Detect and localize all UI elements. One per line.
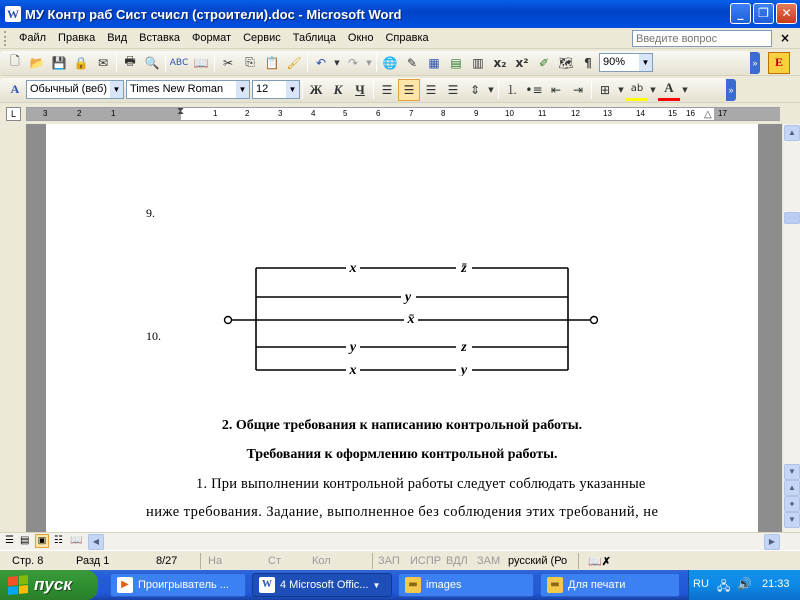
item-number-9: 9. (146, 206, 155, 220)
ruler-label: 3 (278, 109, 283, 118)
bold-button[interactable]: Ж (309, 81, 323, 97)
paragraph-line: 1. При выполнении контрольной работы следует соблюдать указанные (196, 476, 646, 492)
email-icon[interactable]: ✉ (97, 55, 109, 70)
menu-file[interactable]: Файл (19, 32, 47, 44)
subscript-icon[interactable]: x₂ (493, 55, 507, 70)
ruler-label: 10 (505, 109, 514, 118)
windows-logo-icon (8, 575, 28, 595)
media-player-icon: ▶ (117, 577, 133, 593)
print-layout-icon[interactable]: ▣ (35, 534, 49, 548)
contact-label: x (349, 363, 357, 376)
taskbar-item-word[interactable] (252, 573, 392, 597)
contact-label: x̄ (407, 312, 415, 327)
web-layout-icon[interactable]: ▤ (20, 535, 30, 546)
research-pane-icon[interactable]: E (768, 52, 790, 74)
menu-insert[interactable]: Вставка (139, 32, 181, 44)
status-position: На (208, 555, 223, 567)
network-icon[interactable]: 🖧 (717, 579, 731, 593)
contact-label: z̄ (461, 261, 467, 276)
save-icon[interactable]: 💾 (51, 55, 67, 70)
highlight-dropdown-icon[interactable]: ▼ (650, 85, 656, 94)
redo-icon[interactable]: ↷ (347, 55, 359, 70)
horizontal-ruler[interactable] (26, 107, 780, 121)
tables-borders-icon[interactable]: ✎ (406, 55, 418, 70)
underline-button[interactable]: Ч (355, 81, 365, 97)
standard-toolbar (0, 50, 800, 76)
ruler-label: 12 (571, 109, 580, 118)
status-rec[interactable]: ЗАП (378, 555, 400, 567)
undo-dropdown-icon[interactable]: ▼ (334, 58, 340, 67)
ruler-label: 1 (213, 109, 218, 118)
document-area (26, 124, 782, 532)
ruler-label: 7 (409, 109, 414, 118)
status-language: русский (Ро (508, 555, 568, 567)
status-line: Ст (268, 555, 281, 567)
status-overtype[interactable]: ЗАМ (477, 555, 501, 567)
outline-view-icon[interactable]: ☷ (54, 535, 63, 546)
task-label: 4 Microsoft Offic... (280, 579, 369, 591)
borders-icon[interactable]: ⊞ (599, 82, 611, 97)
align-right-icon[interactable]: ☰ (425, 82, 437, 97)
separator (376, 54, 377, 72)
font-color-dropdown-icon[interactable]: ▼ (682, 85, 688, 94)
taskbar (0, 570, 800, 600)
align-left-icon[interactable]: ☰ (381, 82, 393, 97)
italic-button[interactable]: К (333, 81, 343, 97)
scroll-right-icon[interactable]: ▶ (764, 534, 780, 550)
show-hide-icon[interactable]: ¶ (584, 55, 592, 70)
decrease-indent-icon[interactable]: ⇤ (550, 82, 562, 97)
contact-label: z (461, 340, 467, 355)
ruler-bar (0, 104, 800, 124)
contact-label: y (349, 340, 357, 355)
font-color-icon[interactable]: А (658, 79, 680, 101)
borders-dropdown-icon[interactable]: ▼ (618, 85, 624, 94)
item-number-10: 10. (146, 329, 161, 343)
ruler-label: 8 (441, 109, 446, 118)
start-button[interactable] (0, 570, 98, 600)
previous-page-icon[interactable]: ▲ (784, 480, 800, 496)
paragraph-line: ниже требования. Задание, выполненное без соблюдения этих требований, не (146, 504, 659, 520)
separator (214, 54, 215, 72)
status-bar (0, 550, 800, 570)
contact-label: y (404, 290, 412, 305)
research-icon[interactable]: 📖 (193, 55, 209, 70)
vertical-scrollbar[interactable] (782, 124, 800, 532)
language-indicator[interactable]: RU (693, 578, 709, 590)
separator (591, 81, 592, 99)
task-label: images (426, 579, 462, 591)
contact-label: x (349, 261, 357, 276)
status-page-count: 8/27 (156, 555, 178, 567)
separator (373, 81, 374, 99)
volume-icon[interactable]: 🔊 (737, 577, 752, 591)
separator (302, 81, 303, 99)
menu-format[interactable]: Формат (192, 32, 232, 44)
status-extend[interactable]: ВДЛ (446, 555, 468, 567)
format-painter-icon[interactable]: 🖌 (286, 55, 302, 70)
restore-button[interactable]: ❐ (753, 3, 774, 24)
horizontal-scrollbar[interactable] (0, 532, 800, 550)
increase-indent-icon[interactable]: ⇥ (572, 82, 584, 97)
bullets-icon[interactable]: •≡ (525, 82, 543, 97)
separator (578, 553, 579, 569)
taskbar-item-media-player[interactable] (110, 573, 246, 597)
justify-icon[interactable]: ☰ (447, 82, 459, 97)
numbering-icon[interactable]: ⒈ (505, 83, 518, 97)
clock: 21:33 (762, 578, 790, 590)
ruler-label: 9 (474, 109, 479, 118)
insert-excel-icon[interactable]: ▤ (450, 55, 462, 70)
taskbar-item-images[interactable] (398, 573, 534, 597)
menu-view[interactable]: Вид (107, 32, 128, 44)
menu-tools[interactable]: Сервис (243, 32, 281, 44)
minimize-button[interactable]: _ (730, 3, 751, 24)
separator (116, 54, 117, 72)
scroll-down-icon[interactable]: ▼ (784, 464, 800, 480)
font-value: Times New Roman (130, 83, 224, 95)
chevron-down-icon[interactable]: ▼ (639, 54, 652, 71)
font-size-value: 12 (256, 83, 269, 95)
menu-edit[interactable]: Правка (58, 32, 96, 44)
ruler-label: 6 (376, 109, 381, 118)
align-center-icon[interactable]: ☰ (398, 79, 420, 101)
separator (307, 54, 308, 72)
ruler-label: 2 (245, 109, 250, 118)
folder-icon: ▬ (547, 577, 563, 593)
chevron-down-icon[interactable]: ▼ (286, 81, 299, 98)
word-icon: W (259, 577, 275, 593)
next-page-icon[interactable]: ▼ (784, 512, 800, 528)
spelling-icon[interactable]: ABC (169, 57, 189, 68)
toolbar-options-icon[interactable]: » (750, 52, 760, 74)
undo-icon[interactable]: ↶ (315, 55, 327, 70)
reading-layout-icon[interactable]: 📖 (70, 535, 83, 546)
document-map-icon[interactable]: 🗺 (558, 55, 574, 70)
window-title: МУ Контр раб Сист счисл (строители).doc - Microsoft Word (25, 6, 402, 22)
separator (498, 81, 499, 99)
spelling-status-icon[interactable]: 📖✗ (588, 556, 611, 568)
columns-icon[interactable]: ▥ (472, 55, 484, 70)
chevron-down-icon[interactable]: ▼ (236, 81, 249, 98)
switch-circuit-diagram (216, 256, 606, 376)
status-track-changes[interactable]: ИСПР (410, 555, 442, 567)
styles-formatting-icon[interactable]: A (10, 82, 20, 96)
hyperlink-icon[interactable]: 🌐 (382, 55, 398, 70)
print-preview-icon[interactable]: 🔍 (144, 55, 160, 70)
section-heading: 2. Общие требования к написанию контрольной работы. (221, 418, 583, 433)
title-bar (0, 0, 800, 28)
start-label: пуск (34, 575, 72, 594)
menu-window[interactable]: Окно (347, 32, 374, 44)
scroll-thumb[interactable] (784, 212, 800, 224)
ruler-label: 17 (718, 109, 727, 118)
formatting-toolbar (0, 77, 800, 103)
ruler-label: 15 (668, 109, 677, 118)
ruler-label: 1 (111, 109, 116, 118)
chevron-down-icon[interactable]: ▼ (110, 81, 123, 98)
line-spacing-icon[interactable]: ⇕ (469, 82, 481, 97)
task-label: Для печати (568, 579, 626, 591)
word-app-icon[interactable]: W (7, 7, 19, 21)
zoom-select[interactable] (599, 53, 653, 72)
help-search-input[interactable] (632, 30, 772, 47)
select-browse-object-icon[interactable]: ● (784, 496, 800, 512)
permission-icon[interactable]: 🔒 (73, 55, 89, 70)
input-terminal-icon (225, 317, 232, 324)
toolbar-options-icon[interactable]: » (726, 79, 736, 101)
chevron-down-icon: ▼ (372, 580, 381, 590)
zoom-value: 90% (603, 56, 626, 68)
contact-label: y (460, 363, 468, 376)
ruler-label: 5 (343, 109, 348, 118)
status-section: Разд 1 (76, 555, 110, 567)
system-tray (688, 570, 800, 600)
redo-dropdown-icon[interactable]: ▼ (366, 58, 372, 67)
indent-marker-icon[interactable]: ⧗ (177, 106, 185, 117)
copy-icon[interactable]: ⎘ (245, 55, 255, 69)
superscript-icon[interactable]: x² (515, 55, 529, 70)
print-icon[interactable]: 🖶 (124, 54, 136, 68)
tab-selector[interactable]: L (6, 107, 21, 121)
ruler-left-margin (27, 108, 181, 120)
scroll-left-icon[interactable]: ◀ (88, 534, 104, 550)
style-select[interactable] (26, 80, 124, 99)
taskbar-item-print-folder[interactable] (540, 573, 680, 597)
font-size-select[interactable] (252, 80, 300, 99)
output-terminal-icon (591, 317, 598, 324)
ruler-label: 14 (636, 109, 645, 118)
document-page[interactable] (46, 124, 758, 532)
task-label: Проигрыватель ... (138, 579, 229, 591)
menu-table[interactable]: Таблица (292, 32, 336, 44)
close-button[interactable]: ✕ (776, 3, 797, 24)
scroll-up-icon[interactable]: ▲ (784, 125, 800, 141)
menu-grip[interactable] (4, 31, 7, 46)
drawing-icon[interactable]: ✐ (538, 55, 550, 70)
ruler-label: 2 (77, 109, 82, 118)
ruler-label: 13 (603, 109, 612, 118)
status-page: Стр. 8 (12, 555, 44, 567)
insert-table-icon[interactable]: ▦ (428, 55, 440, 70)
subsection-heading: Требования к оформлению контрольной работы. (246, 447, 558, 462)
line-spacing-dropdown-icon[interactable]: ▼ (488, 85, 494, 94)
normal-view-icon[interactable]: ☰ (5, 535, 14, 546)
ruler-label: 4 (311, 109, 316, 118)
right-indent-marker-icon[interactable]: △ (704, 109, 712, 120)
cut-icon[interactable]: ✂ (222, 55, 234, 70)
new-document-icon[interactable]: 🗋 (10, 54, 20, 68)
separator (372, 553, 373, 569)
status-column: Кол (312, 555, 331, 567)
folder-icon: ▬ (405, 577, 421, 593)
document-close-button[interactable]: × (779, 31, 791, 45)
highlight-icon[interactable]: ab (626, 79, 648, 101)
menu-help[interactable]: Справка (385, 32, 429, 44)
open-icon[interactable]: 📂 (29, 55, 45, 70)
font-select[interactable] (126, 80, 250, 99)
separator (200, 553, 201, 569)
separator (165, 54, 166, 72)
ruler-label: 3 (43, 109, 48, 118)
paste-icon[interactable]: 📋 (264, 55, 280, 70)
ruler-label: 11 (538, 109, 547, 118)
ruler-label: 16 (686, 109, 695, 118)
style-value: Обычный (веб) (30, 83, 108, 95)
